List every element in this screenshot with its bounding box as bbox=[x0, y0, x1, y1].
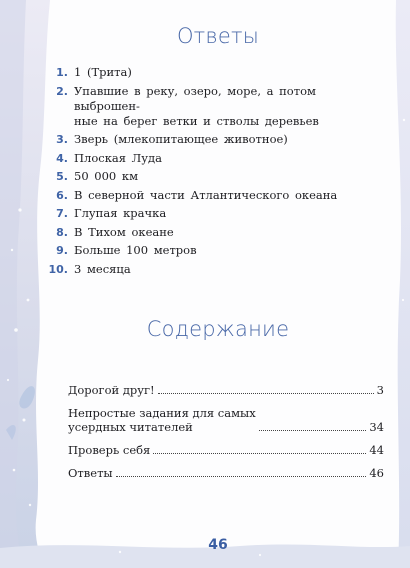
list-item bbox=[46, 243, 386, 258]
answer-text bbox=[74, 84, 386, 129]
answer-number: 3. bbox=[56, 133, 68, 146]
answer-text: В северной части Атлантического океана bbox=[74, 187, 338, 202]
toc-entry-title bbox=[68, 406, 256, 434]
answer-text: Глупая крачка bbox=[74, 206, 167, 220]
answer-number: 4. bbox=[56, 151, 68, 165]
list-item bbox=[46, 65, 386, 80]
list-item bbox=[46, 262, 386, 277]
dot-leader bbox=[116, 475, 367, 477]
answer-text-line: Упавшие в реку, озеро, море, а потом выброшен- bbox=[74, 83, 316, 113]
toc-entry[interactable] bbox=[68, 383, 384, 397]
answer-text: Зверь (млекопитающее животное) bbox=[74, 132, 288, 146]
list-item bbox=[46, 206, 386, 221]
toc-entry-title: Ответы bbox=[68, 466, 113, 480]
dot-leader bbox=[158, 392, 374, 394]
page-content bbox=[38, 10, 398, 558]
answer-number: 6. bbox=[56, 188, 68, 202]
toc-entry-page: 44 bbox=[369, 443, 384, 457]
answer-number: 10. bbox=[48, 262, 68, 276]
answers-heading: Ответы bbox=[176, 24, 260, 48]
table-of-contents bbox=[68, 383, 384, 489]
toc-entry-title: Проверь себя bbox=[68, 443, 151, 457]
toc-entry-page: 46 bbox=[369, 466, 384, 480]
toc-entry-title-line: усердных читателей bbox=[68, 420, 193, 434]
dot-leader bbox=[153, 452, 366, 454]
answer-number: 7. bbox=[56, 207, 68, 220]
answer-text: Плоская Луда bbox=[74, 150, 162, 165]
answer-number: 5. bbox=[56, 170, 68, 183]
answer-number: 2. bbox=[56, 84, 68, 98]
toc-entry[interactable] bbox=[68, 406, 384, 434]
list-item bbox=[46, 188, 386, 203]
answer-text: В Тихом океане bbox=[74, 224, 174, 239]
toc-entry-title-line: Непростые задания для самых bbox=[68, 406, 256, 420]
dot-leader bbox=[259, 429, 367, 431]
answers-list bbox=[46, 65, 386, 280]
toc-entry-title: Дорогой друг! bbox=[68, 383, 155, 397]
toc-entry[interactable] bbox=[68, 443, 384, 457]
list-item bbox=[46, 225, 386, 240]
page-number: 46 bbox=[208, 537, 228, 553]
answer-text-line: ные на берег ветки и стволы деревьев bbox=[74, 113, 319, 128]
answer-text: Больше 100 метров bbox=[74, 243, 197, 257]
toc-entry[interactable] bbox=[68, 466, 384, 480]
answer-number: 8. bbox=[56, 225, 68, 239]
list-item bbox=[46, 151, 386, 166]
answer-text: 50 000 км bbox=[74, 169, 139, 183]
answer-number: 1. bbox=[56, 66, 68, 79]
answer-text: 3 месяца bbox=[74, 261, 131, 276]
toc-entry-page: 34 bbox=[369, 420, 384, 434]
contents-heading: Содержание bbox=[146, 317, 290, 341]
answer-number: 9. bbox=[56, 244, 68, 257]
list-item bbox=[46, 169, 386, 184]
answer-text: 1 (Трита) bbox=[74, 65, 132, 79]
toc-entry-page: 3 bbox=[376, 383, 384, 397]
list-item bbox=[46, 84, 386, 129]
list-item bbox=[46, 132, 386, 147]
